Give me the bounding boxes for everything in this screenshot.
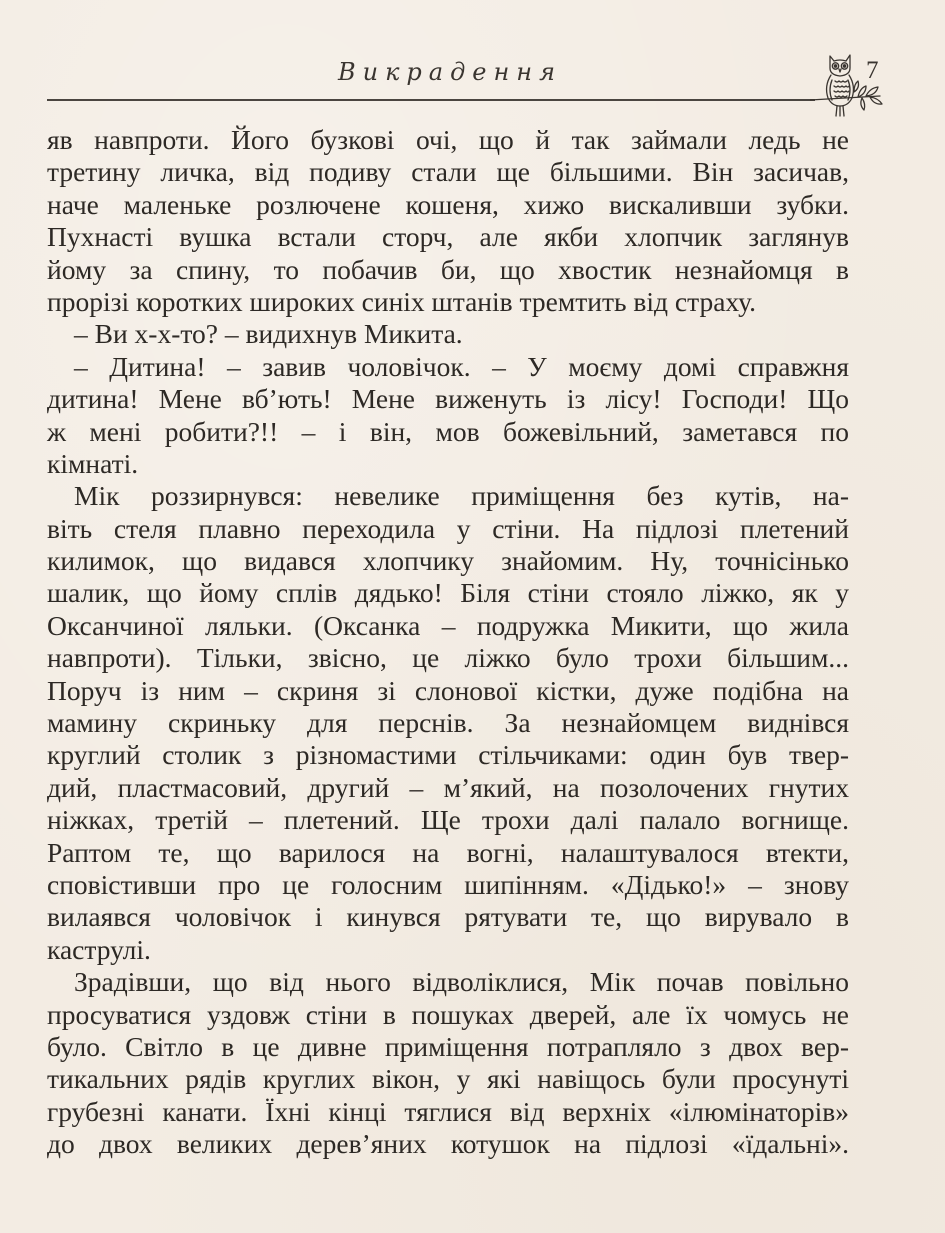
text-line: мамину скриньку для перснів. За незнайомцем виднівся (47, 707, 849, 739)
text-line: круглий столик з різномастими стільчиками: один був твер- (47, 739, 849, 771)
text-line: йому за спину, то побачив би, що хвостик незнайомця в (47, 253, 849, 285)
text-line: Пухнасті вушка встали сторч, але якби хлопчик заглянув (47, 221, 849, 253)
text-line: вилаявся чоловічок і кинувся рятувати те, що вирувало в (47, 901, 849, 933)
header-rule (47, 99, 815, 101)
text-line: навпроти). Тільки, звісно, це ліжко було трохи більшим... (47, 642, 849, 674)
text-line: наче маленьке розлючене кошеня, хижо вискаливши зубки. (47, 188, 849, 220)
text-line: килимок, що видався хлопчику знайомим. Ну, точнісінько (47, 545, 849, 577)
text-line: ніжках, третій – плетений. Ще трохи далі палало вогнище. (47, 804, 849, 836)
text-line: дий, пластмасовий, другий – м’який, на позолочених гнутих (47, 771, 849, 803)
text-line: Оксанчиної ляльки. (Оксанка – подружка Микити, що жила (47, 609, 849, 641)
text-line: – Дитина! – завив чоловічок. – У моєму домі справжня (74, 350, 849, 382)
text-line: сповістивши про це голосним шипінням. «Дідько!» – знову (47, 868, 849, 900)
text-line: ж мені робити?!! – і він, мов божевільний, заметався по (47, 415, 849, 447)
text-line: грубезні канати. Їхні кінці тяглися від верхніх «ілюмінаторів» (47, 1095, 849, 1127)
body-text (47, 124, 849, 1161)
text-line: яв навпроти. Його бузкові очі, що й так займали ледь не (47, 124, 849, 155)
text-line: Зрадівши, що від нього відволіклися, Мік почав повільно (74, 966, 849, 998)
text-line: Раптом те, що варилося на вогні, налаштувалося втекти, (47, 836, 849, 868)
page-number: 7 (866, 57, 879, 84)
text-line: кімнаті. (47, 447, 139, 479)
text-line: Поруч із ним – скриня зі слонової кістки, дуже подібна на (47, 674, 849, 706)
text-line: дитина! Мене вб’ють! Мене виженуть із лісу! Господи! Що (47, 383, 849, 415)
running-head (0, 0, 945, 120)
text-line: третину личка, від подиву стали ще більшими. Він засичав, (47, 156, 849, 188)
text-line: шалик, що йому сплів дядько! Біля стіни стояло ліжко, як у (47, 577, 849, 609)
text-line: було. Світло в це дивне приміщення потрапляло з двох вер- (47, 1030, 849, 1062)
text-line: – Ви х-х-то? – видихнув Микита. (74, 318, 463, 350)
chapter-title: Викрадення (337, 58, 563, 86)
text-line: віть стеля плавно переходила у стіни. На підлозі плетений (47, 512, 849, 544)
text-line: Мік роззирнувся: невелике приміщення без кутів, на- (74, 480, 849, 512)
text-line: прорізі коротких широких синіх штанів тремтить від страху. (47, 285, 756, 317)
text-line: тикальних рядів круглих вікон, у які навіщось були просунуті (47, 1063, 849, 1095)
text-line: до двох великих дерев’яних котушок на підлозі «їдальні». (47, 1128, 849, 1160)
text-line: просуватися уздовж стіни в пошуках дверей, але їх чомусь не (47, 998, 849, 1030)
text-line: каструлі. (47, 933, 151, 965)
